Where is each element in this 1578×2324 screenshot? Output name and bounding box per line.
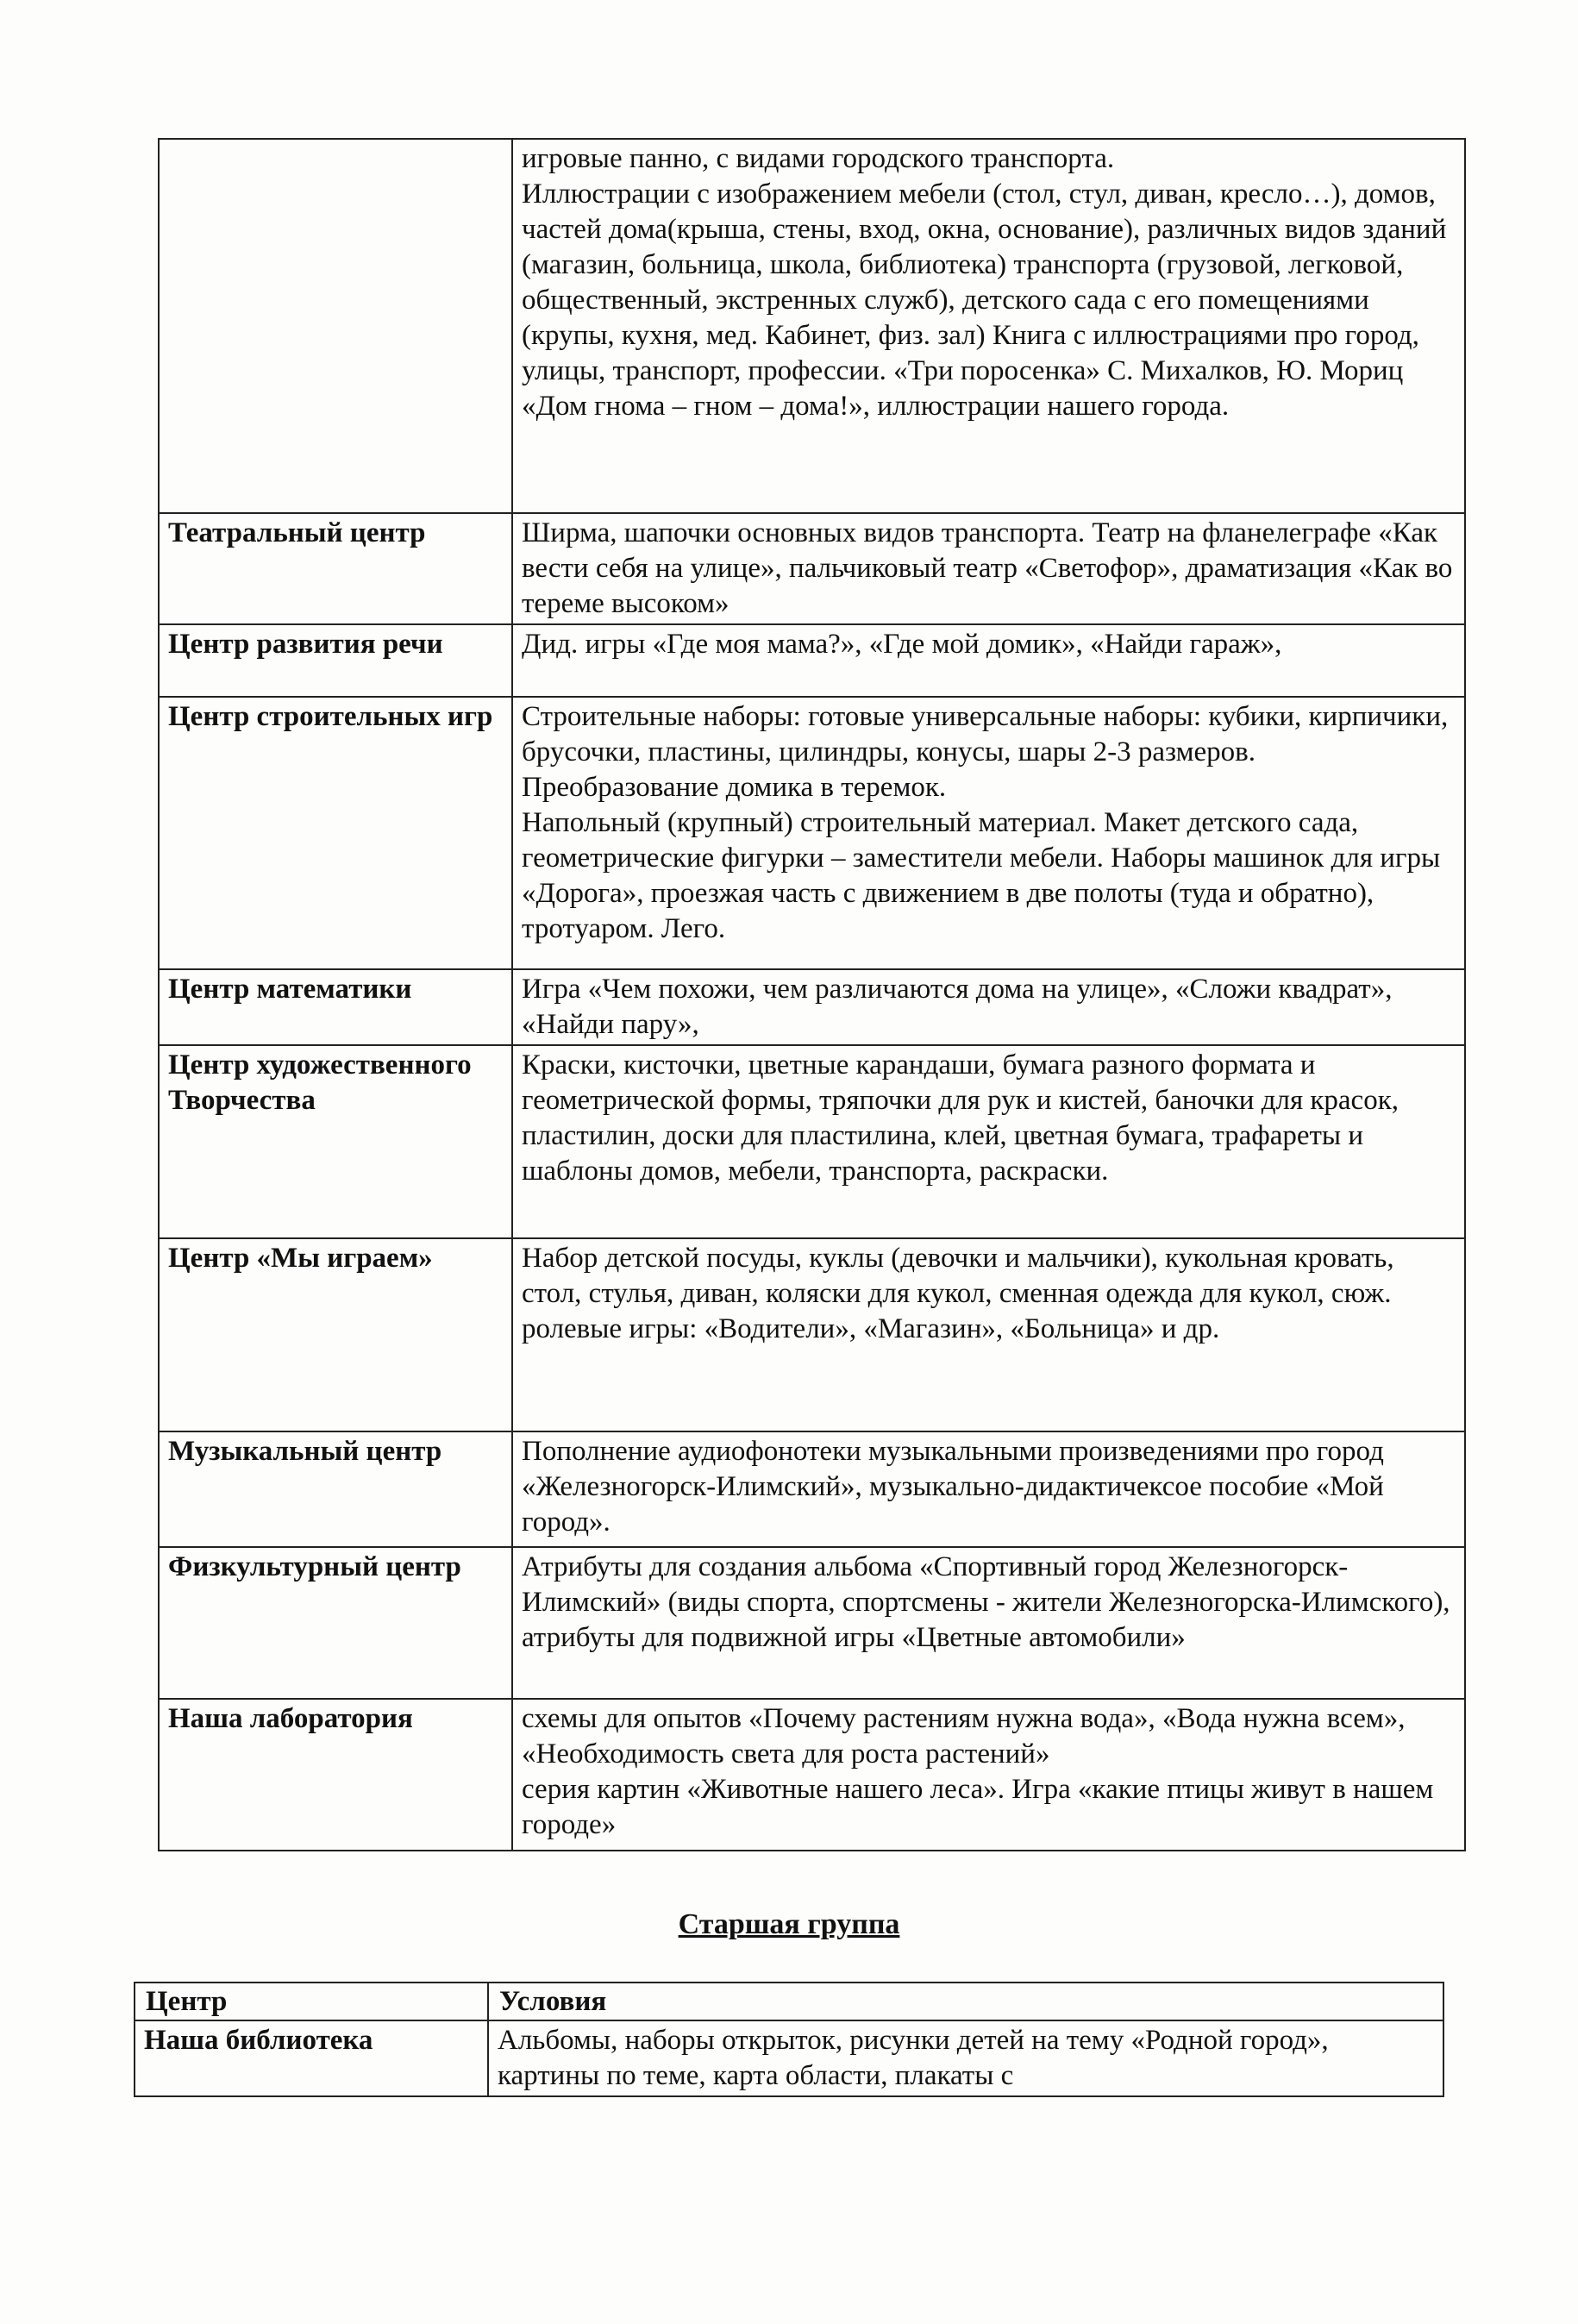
center-name-cell: Наша библиотека xyxy=(135,2020,488,2096)
table-row xyxy=(159,1238,1465,1431)
center-name-cell: Физкультурный центр xyxy=(159,1547,512,1699)
table-row xyxy=(159,624,1465,697)
conditions-cell: Пополнение аудиофонотеки музыкальными произведениями про город «Железногорск-Илимский», музыкально-дидактичексое пособие «Мой город». xyxy=(512,1431,1465,1547)
conditions-cell: Игра «Чем похожи, чем различаются дома на улице», «Сложи квадрат», «Найди пару», xyxy=(512,969,1465,1045)
table-row xyxy=(135,2020,1443,2096)
table-row xyxy=(159,1045,1465,1238)
table-row xyxy=(159,1547,1465,1699)
conditions-cell: Строительные наборы: готовые универсальные наборы: кубики, кирпичики, брусочки, пластины, цилиндры, конусы, шары 2-3 размеров. Преобразование домика в теремок. Напольный (крупный) строительный материал. Макет детского сада, геометрические фигурки – заместители мебели. Наборы машинок для игры «Дорога», проезжая часть с движением в две полоты (туда и обратно), тротуаром. Лего. xyxy=(512,697,1465,969)
center-name-cell: Центр строительных игр xyxy=(159,697,512,969)
table-row xyxy=(159,1431,1465,1547)
conditions-cell: игровые панно, с видами городского транспорта. Иллюстрации с изображением мебели (стол, стул, диван, кресло…), домов, частей дома(крыша, стены, вход, окна, основание), различных видов зданий (магазин, больница, школа, библиотека) транспорта (грузовой, легковой, общественный, экстренных служб), детского сада с его помещениями (крупы, кухня, мед. Кабинет, физ. зал) Книга с иллюстрациями про город, улицы, транспорт, профессии. «Три поросенка» С. Михалков, Ю. Мориц «Дом гнома – гном – дома!», иллюстрации нашего города. xyxy=(512,139,1465,513)
conditions-cell: Атрибуты для создания альбома «Спортивный город Железногорск-Илимский» (виды спорта, спортсмены - жители Железногорска-Илимского), атрибуты для подвижной игры «Цветные автомобили» xyxy=(512,1547,1465,1699)
table-row xyxy=(159,697,1465,969)
table-row xyxy=(159,1699,1465,1851)
center-name-cell: Центр «Мы играем» xyxy=(159,1238,512,1431)
centers-table xyxy=(158,138,1466,1851)
senior-group-table xyxy=(134,1982,1444,2097)
column-header-center: Центр xyxy=(135,1983,488,2020)
table-row xyxy=(159,139,1465,513)
center-name-cell: Центр математики xyxy=(159,969,512,1045)
center-name-cell: Центр художественного Творчества xyxy=(159,1045,512,1238)
conditions-cell: Альбомы, наборы открыток, рисунки детей на тему «Родной город», картины по теме, карта области, плакаты с xyxy=(488,2020,1443,2096)
center-name-cell: Театральный центр xyxy=(159,513,512,624)
column-header-conditions: Условия xyxy=(488,1983,1443,2020)
table-row xyxy=(159,969,1465,1045)
conditions-cell: Дид. игры «Где моя мама?», «Где мой домик», «Найди гараж», xyxy=(512,624,1465,697)
table-row xyxy=(159,513,1465,624)
table-header-row xyxy=(135,1983,1443,2020)
center-name-cell: Центр развития речи xyxy=(159,624,512,697)
center-name-cell: Наша лаборатория xyxy=(159,1699,512,1851)
conditions-cell: Набор детской посуды, куклы (девочки и мальчики), кукольная кровать, стол, стулья, диван, коляски для кукол, сменная одежда для кукол, сюж. ролевые игры: «Водители», «Магазин», «Больница» и др. xyxy=(512,1238,1465,1431)
conditions-cell: схемы для опытов «Почему растениям нужна вода», «Вода нужна всем», «Необходимость света для роста растений» серия картин «Животные нашего леса». Игра «какие птицы живут в нашем городе» xyxy=(512,1699,1465,1851)
section-title: Старшая группа xyxy=(678,1908,900,1940)
conditions-cell: Ширма, шапочки основных видов транспорта. Театр на фланелеграфе «Как вести себя на улице», пальчиковый театр «Светофор», драматизация «Как во тереме высоком» xyxy=(512,513,1465,624)
center-name-cell xyxy=(159,139,512,513)
conditions-cell: Краски, кисточки, цветные карандаши, бумага разного формата и геометрической формы, тряпочки для рук и кистей, баночки для красок, пластилин, доски для пластилина, клей, цветная бумага, трафареты и шаблоны домов, мебели, транспорта, раскраски. xyxy=(512,1045,1465,1238)
center-name-cell: Музыкальный центр xyxy=(159,1431,512,1547)
